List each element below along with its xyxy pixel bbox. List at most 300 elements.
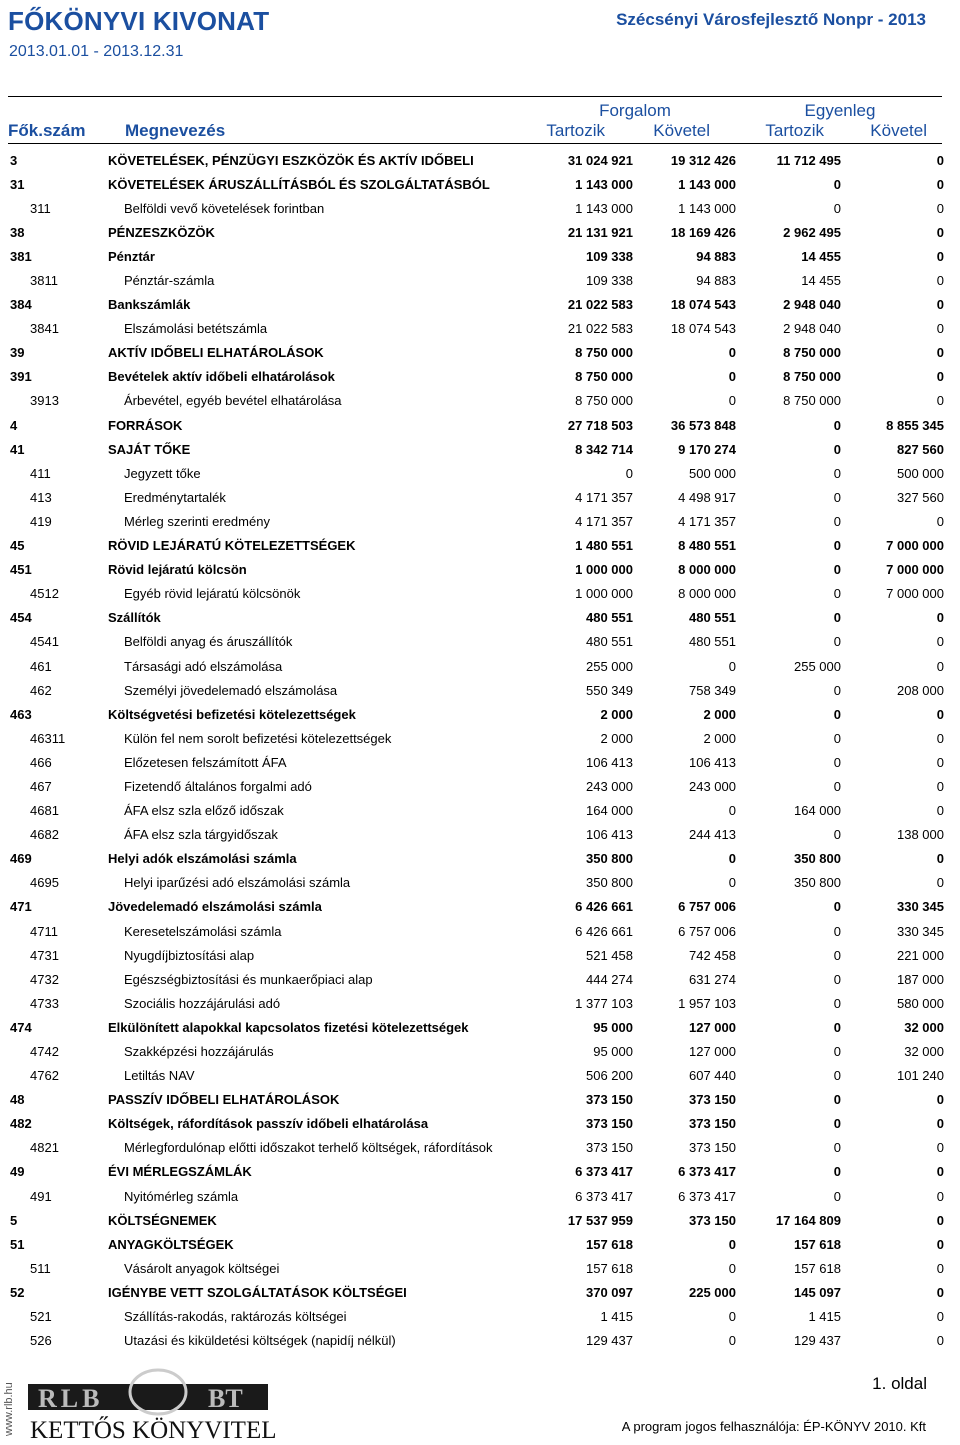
- turnover-credit: 0: [728, 1333, 736, 1349]
- balance-credit: 0: [936, 1140, 944, 1156]
- turnover-debit: 373 150: [586, 1116, 633, 1132]
- turnover-credit: 2 000: [703, 706, 736, 722]
- balance-debit: 0: [833, 610, 841, 626]
- balance-debit: 0: [833, 1068, 841, 1084]
- turnover-debit: 6 373 417: [575, 1188, 633, 1204]
- balance-debit: 350 800: [794, 851, 841, 867]
- turnover-credit: 0: [728, 1236, 736, 1252]
- turnover-debit: 164 000: [586, 803, 633, 819]
- account-name: Pénztár: [108, 248, 155, 264]
- turnover-credit: 742 458: [689, 947, 736, 963]
- account-code: 311: [30, 200, 51, 216]
- ledger-row: [8, 847, 944, 871]
- account-code: 474: [10, 1019, 32, 1035]
- kettos-konyvitel-logo: [3, 1366, 298, 1444]
- balance-credit: 0: [936, 1260, 944, 1276]
- turnover-credit: 0: [728, 345, 736, 361]
- account-name: Elszámolási betétszámla: [124, 321, 268, 337]
- turnover-credit: 244 413: [689, 827, 736, 843]
- turnover-credit: 127 000: [689, 1044, 736, 1060]
- account-code: 4711: [30, 923, 58, 939]
- turnover-debit: 21 022 583: [567, 321, 633, 337]
- account-code: 384: [10, 297, 32, 313]
- balance-debit: 0: [833, 1188, 841, 1204]
- turnover-debit: 1 000 000: [575, 562, 633, 578]
- turnover-credit: 0: [728, 803, 736, 819]
- ledger-row: [8, 413, 944, 437]
- account-name: Keresetelszámolási számla: [124, 923, 282, 939]
- balance-debit: 0: [833, 899, 841, 915]
- balance-debit: 0: [833, 586, 841, 602]
- balance-debit: 157 618: [794, 1260, 841, 1276]
- account-name: Költségvetési befizetési kötelezettségek: [108, 706, 356, 722]
- balance-debit: 0: [833, 778, 841, 794]
- account-code: 461: [30, 658, 52, 674]
- account-code: 381: [10, 248, 32, 264]
- turnover-debit: 480 551: [586, 634, 633, 650]
- balance-debit: 157 618: [794, 1236, 841, 1252]
- account-code: 482: [10, 1116, 32, 1132]
- turnover-debit: 106 413: [586, 827, 633, 843]
- balance-credit: 0: [936, 200, 944, 216]
- turnover-debit: 21 131 921: [567, 224, 633, 240]
- balance-debit: 0: [833, 538, 841, 554]
- account-name: Pénztár-számla: [124, 273, 215, 289]
- account-name: Elkülönített alapokkal kapcsolatos fizetési kötelezettségek: [108, 1019, 469, 1035]
- turnover-debit: 109 338: [586, 273, 633, 289]
- col-header-name: Megnevezés: [125, 121, 226, 140]
- balance-debit: 0: [833, 1019, 841, 1035]
- turnover-credit: 225 000: [689, 1284, 736, 1300]
- col-header-code: Fők.szám: [8, 121, 86, 140]
- ledger-row: [8, 220, 944, 244]
- account-name: Jövedelemadó elszámolási számla: [108, 899, 322, 915]
- ledger-row: [8, 582, 944, 606]
- ledger-row: [8, 654, 944, 678]
- turnover-credit: 6 373 417: [678, 1188, 736, 1204]
- turnover-credit: 6 757 006: [678, 899, 736, 915]
- balance-credit: 208 000: [897, 682, 944, 698]
- account-code: 51: [10, 1236, 25, 1252]
- account-code: 4732: [30, 971, 59, 987]
- turnover-debit: 2 000: [600, 706, 633, 722]
- turnover-debit: 350 800: [586, 851, 633, 867]
- turnover-credit: 0: [728, 369, 736, 385]
- balance-debit: 0: [833, 634, 841, 650]
- page-number: 1. oldal: [872, 1374, 927, 1393]
- account-code: 451: [10, 562, 32, 578]
- ledger-row: [8, 1088, 944, 1112]
- ledger-row: [8, 895, 944, 919]
- balance-credit: 0: [936, 706, 944, 722]
- ledger-row: [8, 293, 944, 317]
- ledger-row: [8, 244, 944, 268]
- balance-credit: 0: [936, 851, 944, 867]
- account-code: 4695: [30, 875, 59, 891]
- balance-credit: 0: [936, 1236, 944, 1252]
- account-code: 38: [10, 224, 25, 240]
- balance-debit: 350 800: [794, 875, 841, 891]
- ledger-row: [8, 606, 944, 630]
- turnover-credit: 106 413: [689, 754, 736, 770]
- ledger-row: [8, 365, 944, 389]
- account-code: 3913: [30, 393, 59, 409]
- balance-debit: 129 437: [794, 1333, 841, 1349]
- ledger-row: [8, 317, 944, 341]
- turnover-credit: 0: [728, 875, 736, 891]
- turnover-credit: 19 312 426: [670, 152, 736, 168]
- account-code: 491: [30, 1188, 52, 1204]
- account-name: RÖVID LEJÁRATÚ KÖTELEZETTSÉGEK: [108, 538, 356, 554]
- turnover-debit: 1 143 000: [575, 200, 633, 216]
- ledger-row: [8, 148, 944, 172]
- ledger-row: [8, 1064, 944, 1088]
- account-code: 521: [30, 1309, 52, 1325]
- balance-debit: 2 962 495: [783, 224, 841, 240]
- balance-credit: 0: [936, 393, 944, 409]
- account-code: 45: [10, 538, 25, 554]
- account-code: 3811: [30, 273, 58, 289]
- turnover-debit: 255 000: [586, 658, 633, 674]
- turnover-credit: 94 883: [696, 248, 736, 264]
- col-header-egy-kovetel: Követel: [870, 121, 927, 140]
- account-name: Mérlegfordulónap előtti időszakot terhelő költségek, ráfordítások: [124, 1140, 493, 1156]
- ledger-row: [8, 268, 944, 292]
- balance-debit: 0: [833, 1164, 841, 1180]
- balance-debit: 2 948 040: [783, 297, 841, 313]
- turnover-debit: 1 000 000: [575, 586, 633, 602]
- account-name: Mérleg szerinti eredmény: [124, 513, 270, 529]
- turnover-debit: 157 618: [586, 1236, 633, 1252]
- turnover-debit: 1 377 103: [575, 995, 633, 1011]
- account-code: 526: [30, 1333, 52, 1349]
- turnover-debit: 6 373 417: [575, 1164, 633, 1180]
- balance-credit: 0: [936, 369, 944, 385]
- balance-credit: 0: [936, 152, 944, 168]
- turnover-debit: 157 618: [586, 1260, 633, 1276]
- ledger-table: [8, 148, 944, 1353]
- balance-credit: 0: [936, 1116, 944, 1132]
- turnover-credit: 0: [728, 658, 736, 674]
- turnover-credit: 94 883: [696, 273, 736, 289]
- account-name: Nyugdíjbiztosítási alap: [124, 947, 255, 963]
- balance-credit: 7 000 000: [886, 562, 944, 578]
- balance-debit: 0: [833, 1140, 841, 1156]
- ledger-row: [8, 437, 944, 461]
- account-code: 31: [10, 176, 25, 192]
- balance-debit: 0: [833, 489, 841, 505]
- account-name: AKTÍV IDŐBELI ELHATÁROLÁSOK: [108, 345, 324, 361]
- turnover-credit: 373 150: [689, 1140, 736, 1156]
- account-code: 454: [10, 610, 32, 626]
- account-name: Jegyzett tőke: [124, 465, 201, 481]
- turnover-credit: 1 143 000: [678, 200, 736, 216]
- turnover-debit: 243 000: [586, 778, 633, 794]
- ledger-row: [8, 341, 944, 365]
- ledger-row: [8, 196, 944, 220]
- balance-credit: 7 000 000: [886, 586, 944, 602]
- account-name: PÉNZESZKÖZÖK: [108, 224, 215, 240]
- account-code: 469: [10, 851, 32, 867]
- turnover-debit: 550 349: [586, 682, 633, 698]
- col-group-egyenleg: Egyenleg: [804, 101, 876, 120]
- balance-debit: 11 712 495: [776, 152, 841, 168]
- balance-credit: 0: [936, 1333, 944, 1349]
- turnover-credit: 758 349: [689, 682, 736, 698]
- logo-url-text: www.rlb.hu: [3, 1382, 15, 1436]
- turnover-credit: 36 573 848: [670, 417, 736, 433]
- balance-credit: 827 560: [897, 441, 944, 457]
- turnover-debit: 373 150: [586, 1092, 633, 1108]
- account-name: Helyi adók elszámolási számla: [108, 851, 297, 867]
- account-code: 52: [10, 1284, 25, 1300]
- ledger-row: [8, 823, 944, 847]
- turnover-credit: 2 000: [703, 730, 736, 746]
- ledger-row: [8, 1136, 944, 1160]
- account-name: Eredménytartalék: [124, 489, 226, 505]
- account-code: 413: [30, 489, 52, 505]
- turnover-debit: 8 750 000: [575, 393, 633, 409]
- balance-credit: 0: [936, 1309, 944, 1325]
- ledger-row: [8, 1232, 944, 1256]
- ledger-row: [8, 1039, 944, 1063]
- balance-credit: 0: [936, 754, 944, 770]
- account-name: KÖVETELÉSEK ÁRUSZÁLLÍTÁSBÓL ÉS SZOLGÁLTATÁSBÓL: [108, 176, 490, 192]
- report-period: 2013.01.01 - 2013.12.31: [9, 43, 184, 60]
- ledger-row: [8, 1208, 944, 1232]
- balance-debit: 145 097: [794, 1284, 841, 1300]
- account-name: Bevételek aktív időbeli elhatárolások: [108, 369, 335, 385]
- turnover-debit: 8 750 000: [575, 345, 633, 361]
- balance-credit: 0: [936, 875, 944, 891]
- balance-debit: 0: [833, 562, 841, 578]
- account-code: 391: [10, 369, 32, 385]
- balance-credit: 0: [936, 345, 944, 361]
- ledger-row: [8, 461, 944, 485]
- account-name: Társasági adó elszámolása: [124, 658, 283, 674]
- balance-debit: 255 000: [794, 658, 841, 674]
- turnover-debit: 6 426 661: [575, 899, 633, 915]
- balance-debit: 0: [833, 465, 841, 481]
- license-note: A program jogos felhasználója: ÉP-KÖNYV 2010. Kft: [621, 1419, 926, 1434]
- turnover-debit: 373 150: [586, 1140, 633, 1156]
- account-name: Szállítók: [108, 610, 161, 626]
- col-header-forg-kovetel: Követel: [653, 121, 710, 140]
- account-name: Szállítás-rakodás, raktározás költségei: [124, 1309, 347, 1325]
- turnover-debit: 370 097: [586, 1284, 633, 1300]
- ledger-row: [8, 967, 944, 991]
- turnover-debit: 106 413: [586, 754, 633, 770]
- ledger-row: [8, 678, 944, 702]
- balance-debit: 8 750 000: [783, 345, 841, 361]
- balance-credit: 0: [936, 658, 944, 674]
- balance-debit: 0: [833, 754, 841, 770]
- ledger-row: [8, 726, 944, 750]
- balance-debit: 0: [833, 441, 841, 457]
- account-name: Nyitómérleg számla: [124, 1188, 239, 1204]
- balance-debit: 14 455: [801, 248, 841, 264]
- account-code: 466: [30, 754, 52, 770]
- account-code: 4731: [30, 947, 59, 963]
- col-header-egy-tartozik: Tartozik: [765, 121, 824, 140]
- turnover-debit: 1 415: [600, 1309, 633, 1325]
- turnover-credit: 9 170 274: [678, 441, 736, 457]
- account-name: IGÉNYBE VETT SZOLGÁLTATÁSOK KÖLTSÉGEI: [108, 1284, 407, 1300]
- account-name: Belföldi vevő követelések forintban: [124, 200, 325, 216]
- balance-credit: 580 000: [897, 995, 944, 1011]
- account-code: 463: [10, 706, 32, 722]
- balance-credit: 32 000: [904, 1019, 944, 1035]
- turnover-credit: 18 074 543: [670, 321, 736, 337]
- balance-credit: 330 345: [897, 923, 944, 939]
- balance-credit: 138 000: [897, 827, 944, 843]
- turnover-credit: 373 150: [689, 1212, 736, 1228]
- balance-credit: 0: [936, 1092, 944, 1108]
- account-name: Bankszámlák: [108, 297, 191, 313]
- balance-credit: 8 855 345: [886, 417, 944, 433]
- balance-credit: 0: [936, 1164, 944, 1180]
- turnover-debit: 6 426 661: [575, 923, 633, 939]
- account-name: Letiltás NAV: [124, 1068, 195, 1084]
- turnover-credit: 607 440: [689, 1068, 736, 1084]
- turnover-credit: 6 757 006: [678, 923, 736, 939]
- ledger-row: [8, 1184, 944, 1208]
- ledger-row: [8, 799, 944, 823]
- ledger-row: [8, 534, 944, 558]
- turnover-credit: 373 150: [689, 1116, 736, 1132]
- svg-text:BT: BT: [208, 1384, 243, 1413]
- account-name: ÁFA elsz szla előző időszak: [124, 803, 284, 819]
- account-code: 39: [10, 345, 25, 361]
- turnover-debit: 8 342 714: [575, 441, 633, 457]
- turnover-credit: 243 000: [689, 778, 736, 794]
- turnover-debit: 27 718 503: [567, 417, 633, 433]
- balance-debit: 0: [833, 200, 841, 216]
- account-code: 48: [10, 1092, 25, 1108]
- balance-credit: 101 240: [897, 1068, 944, 1084]
- account-code: 3: [10, 152, 18, 168]
- balance-debit: 17 164 809: [775, 1212, 841, 1228]
- balance-credit: 187 000: [897, 971, 944, 987]
- turnover-debit: 521 458: [586, 947, 633, 963]
- balance-credit: 0: [936, 803, 944, 819]
- turnover-credit: 0: [728, 1260, 736, 1276]
- ledger-row: [8, 172, 944, 196]
- account-code: 49: [10, 1164, 25, 1180]
- turnover-debit: 129 437: [586, 1333, 633, 1349]
- balance-credit: 0: [936, 273, 944, 289]
- turnover-debit: 506 200: [586, 1068, 633, 1084]
- balance-debit: 0: [833, 971, 841, 987]
- balance-credit: 221 000: [897, 947, 944, 963]
- balance-debit: 8 750 000: [783, 369, 841, 385]
- balance-debit: 0: [833, 706, 841, 722]
- account-name: Vásárolt anyagok költségei: [124, 1260, 280, 1276]
- turnover-debit: 1 480 551: [575, 538, 633, 554]
- turnover-credit: 6 373 417: [678, 1164, 736, 1180]
- turnover-credit: 4 171 357: [678, 513, 736, 529]
- turnover-debit: 95 000: [593, 1044, 633, 1060]
- account-code: 5: [10, 1212, 18, 1228]
- balance-debit: 2 948 040: [783, 321, 841, 337]
- turnover-credit: 480 551: [689, 634, 736, 650]
- balance-credit: 0: [936, 610, 944, 626]
- balance-credit: 0: [936, 513, 944, 529]
- logo-text: KETTŐS KÖNYVITEL: [30, 1417, 277, 1444]
- turnover-credit: 0: [728, 1309, 736, 1325]
- account-name: Utazási és kiküldetési költségek (napidíj nélkül): [124, 1333, 396, 1349]
- turnover-credit: 4 498 917: [678, 489, 736, 505]
- account-code: 4681: [30, 803, 59, 819]
- account-code: 4742: [30, 1044, 59, 1060]
- ledger-row: [8, 991, 944, 1015]
- turnover-credit: 8 000 000: [678, 586, 736, 602]
- balance-credit: 32 000: [904, 1044, 944, 1060]
- balance-credit: 0: [936, 778, 944, 794]
- account-code: 3841: [30, 321, 59, 337]
- ledger-row: [8, 389, 944, 413]
- header-bottom-rule: [8, 143, 942, 144]
- turnover-credit: 1 143 000: [678, 176, 736, 192]
- balance-debit: 0: [833, 417, 841, 433]
- ledger-row: [8, 1256, 944, 1280]
- account-name: Helyi iparűzési adó elszámolási számla: [124, 875, 351, 891]
- turnover-credit: 373 150: [689, 1092, 736, 1108]
- account-name: PASSZÍV IDŐBELI ELHATÁROLÁSOK: [108, 1092, 340, 1108]
- account-name: ÉVI MÉRLEGSZÁMLÁK: [108, 1164, 252, 1180]
- turnover-credit: 631 274: [689, 971, 736, 987]
- turnover-credit: 480 551: [689, 610, 736, 626]
- account-name: KÖLTSÉGNEMEK: [108, 1212, 217, 1228]
- ledger-row: [8, 1160, 944, 1184]
- account-code: 471: [10, 899, 32, 915]
- company-name: Szécsényi Városfejlesztő Nonpr - 2013: [616, 10, 926, 29]
- balance-credit: 0: [936, 297, 944, 313]
- account-name: FORRÁSOK: [108, 417, 183, 433]
- col-group-forgalom: Forgalom: [599, 101, 671, 120]
- ledger-row: [8, 750, 944, 774]
- col-header-forg-tartozik: Tartozik: [546, 121, 605, 140]
- account-name: Egészségbiztosítási és munkaerőpiaci alap: [124, 971, 373, 987]
- ledger-row: [8, 702, 944, 726]
- balance-debit: 0: [833, 923, 841, 939]
- account-name: Belföldi anyag és áruszállítók: [124, 634, 293, 650]
- ledger-row: [8, 1015, 944, 1039]
- turnover-credit: 18 074 543: [670, 297, 736, 313]
- account-name: Előzetesen felszámított ÁFA: [124, 754, 287, 770]
- balance-credit: 0: [936, 634, 944, 650]
- turnover-debit: 480 551: [586, 610, 633, 626]
- balance-credit: 0: [936, 1188, 944, 1204]
- balance-credit: 0: [936, 1284, 944, 1300]
- ledger-row: [8, 485, 944, 509]
- account-name: ÁFA elsz szla tárgyidőszak: [124, 827, 278, 843]
- account-name: SAJÁT TŐKE: [108, 441, 191, 457]
- balance-debit: 0: [833, 827, 841, 843]
- turnover-debit: 8 750 000: [575, 369, 633, 385]
- turnover-debit: 350 800: [586, 875, 633, 891]
- balance-debit: 0: [833, 995, 841, 1011]
- ledger-row: [8, 774, 944, 798]
- turnover-debit: 4 171 357: [575, 513, 633, 529]
- turnover-credit: 1 957 103: [678, 995, 736, 1011]
- balance-credit: 0: [936, 176, 944, 192]
- turnover-credit: 0: [728, 851, 736, 867]
- turnover-debit: 4 171 357: [575, 489, 633, 505]
- balance-credit: 0: [936, 224, 944, 240]
- account-name: Szociális hozzájárulási adó: [124, 995, 281, 1011]
- turnover-debit: 31 024 921: [567, 152, 633, 168]
